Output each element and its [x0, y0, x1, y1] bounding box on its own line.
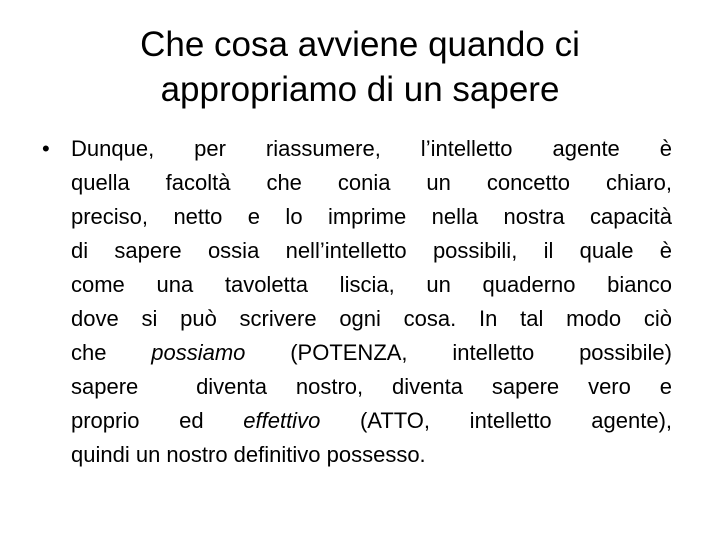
bullet-text-line: [71, 302, 672, 336]
bullet-text-line: [71, 370, 672, 404]
slide-body: [36, 132, 672, 472]
slide-title: [60, 22, 660, 112]
bullet-text-line: [71, 438, 672, 472]
bullet-text-line: [71, 268, 672, 302]
text-segment: quella facoltà che conia un concetto chiaro,: [71, 170, 672, 195]
bullet-text-line: [71, 234, 672, 268]
bullet-text-line: [71, 336, 672, 370]
text-segment: sapere diventa nostro, diventa sapere vero e: [71, 374, 672, 399]
text-segment: come una tavoletta liscia, un quaderno bianco: [71, 272, 672, 297]
bullet-text-line: [71, 166, 672, 200]
title-line: Che cosa avviene quando ci: [140, 25, 580, 64]
text-segment: di sapere ossia nell’intelletto possibili, il quale è: [71, 238, 672, 263]
title-line: appropriamo di un sapere: [160, 70, 560, 109]
bullet-marker: •: [42, 136, 50, 161]
text-segment: (ATTO, intelletto agente),: [320, 408, 673, 433]
text-segment: (POTENZA, intelletto possibile): [245, 340, 672, 365]
italic-term: possiamo: [151, 340, 246, 365]
bullet-text: [71, 132, 672, 472]
text-segment: Dunque, per riassumere, l’intelletto agente è: [71, 136, 672, 161]
text-segment: che: [71, 340, 152, 365]
text-segment: dove si può scrivere ogni cosa. In tal modo ciò: [71, 306, 672, 331]
text-segment: proprio ed: [71, 408, 244, 433]
bullet-text-line: [71, 200, 672, 234]
italic-term: effettivo: [243, 408, 321, 433]
bullet-text-line: [71, 132, 672, 166]
text-segment: quindi un nostro definitivo possesso.: [71, 442, 426, 467]
bullet-item: [36, 132, 672, 472]
text-segment: preciso, netto e lo imprime nella nostra capacità: [71, 204, 672, 229]
bullet-text-line: [71, 404, 672, 438]
